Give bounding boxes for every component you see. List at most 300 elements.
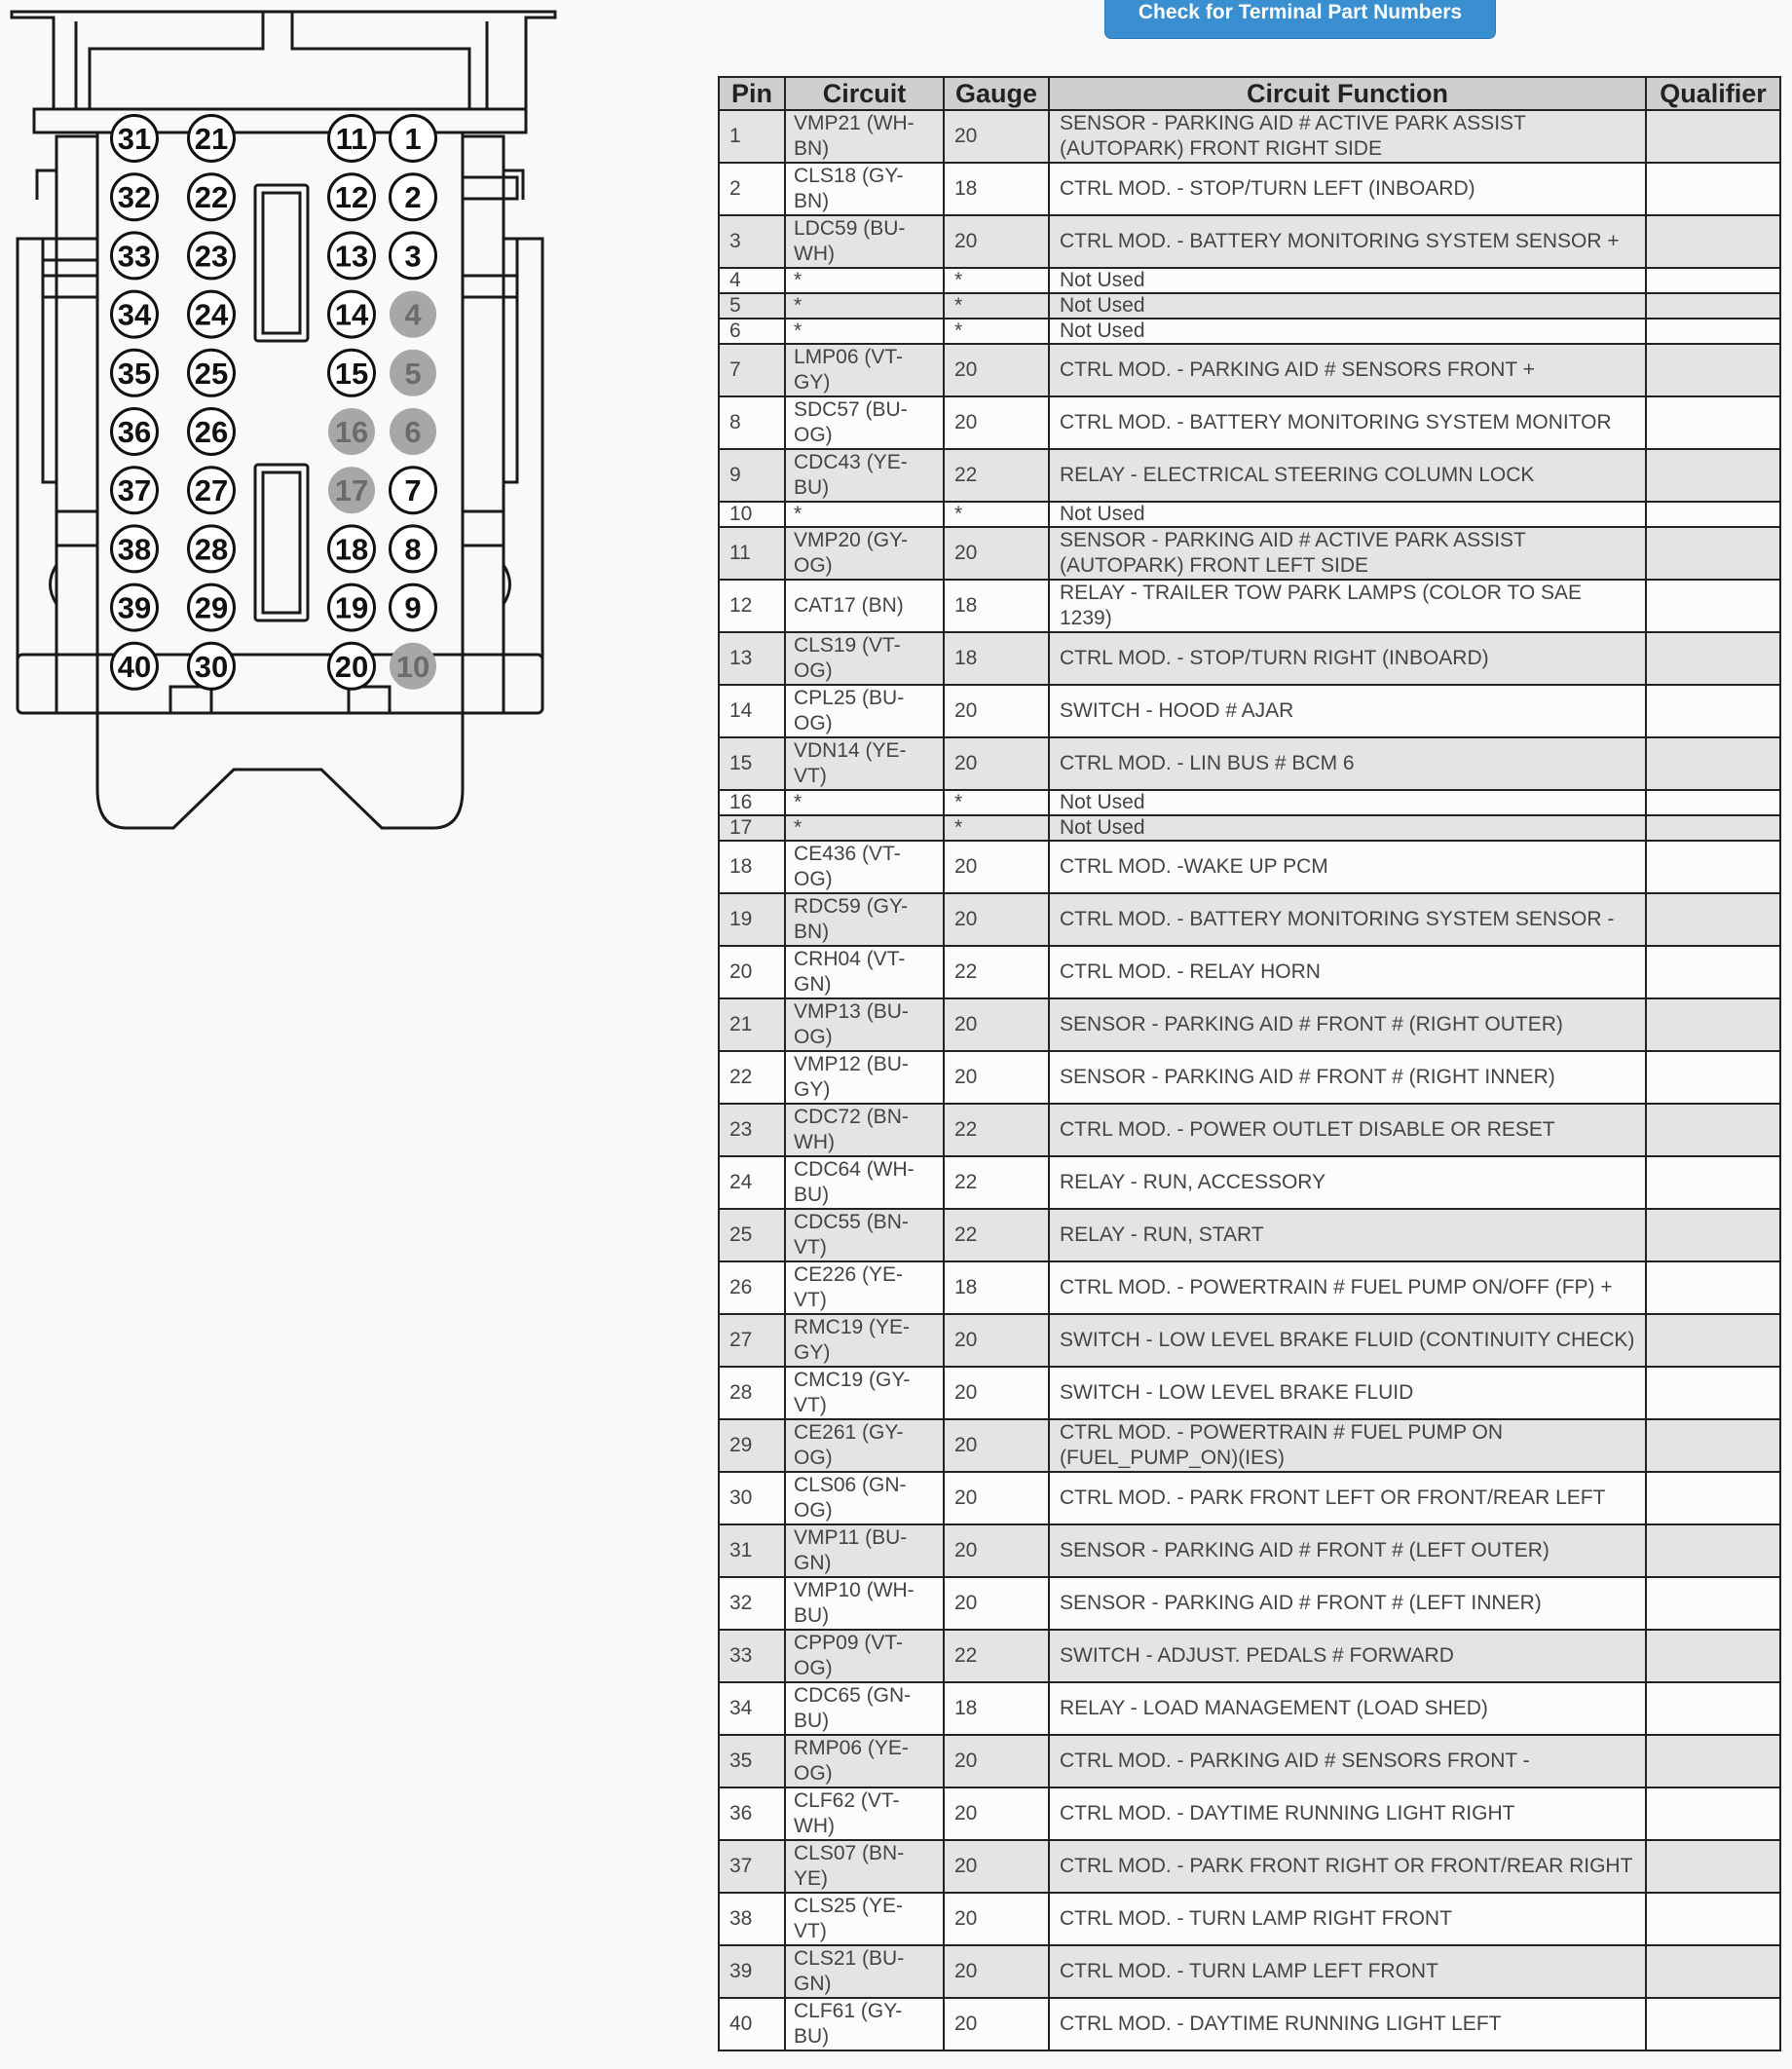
cell-qualifier bbox=[1646, 319, 1780, 344]
cell-circuit: * bbox=[785, 815, 944, 841]
pin-label: 22 bbox=[194, 180, 229, 215]
cell-circuit-function: Not Used bbox=[1049, 790, 1646, 815]
cell-circuit-function: CTRL MOD. - BATTERY MONITORING SYSTEM MONITOR bbox=[1049, 396, 1646, 449]
cell-circuit: CDC64 (WH-BU) bbox=[785, 1156, 944, 1209]
cell-gauge: 22 bbox=[944, 946, 1049, 998]
cell-circuit: CLS18 (GY-BN) bbox=[785, 163, 944, 215]
cell-circuit-function: CTRL MOD. - TURN LAMP LEFT FRONT bbox=[1049, 1945, 1646, 1998]
cell-qualifier bbox=[1646, 1893, 1780, 1945]
connector-pin bbox=[189, 409, 235, 455]
cell-gauge: 22 bbox=[944, 1630, 1049, 1682]
connector-pin bbox=[391, 174, 436, 220]
cell-qualifier bbox=[1646, 268, 1780, 293]
cell-circuit-function: SENSOR - PARKING AID # FRONT # (RIGHT INNER) bbox=[1049, 1051, 1646, 1104]
connector-pin bbox=[189, 291, 235, 337]
cell-qualifier bbox=[1646, 527, 1780, 580]
connector-pin bbox=[329, 409, 375, 455]
cell-circuit-function: CTRL MOD. - POWERTRAIN # FUEL PUMP ON (FUEL_PUMP_ON)(IES) bbox=[1049, 1419, 1646, 1472]
cell-circuit: VMP12 (BU-GY) bbox=[785, 1051, 944, 1104]
cell-gauge: 22 bbox=[944, 1156, 1049, 1209]
connector-pin bbox=[112, 584, 158, 630]
cell-circuit-function: RELAY - ELECTRICAL STEERING COLUMN LOCK bbox=[1049, 449, 1646, 502]
header-circuit: Circuit bbox=[785, 77, 944, 110]
cell-gauge: 20 bbox=[944, 841, 1049, 893]
cell-circuit: CPL25 (BU-OG) bbox=[785, 685, 944, 737]
cell-circuit: CLF62 (VT-WH) bbox=[785, 1787, 944, 1840]
cell-circuit-function: SENSOR - PARKING AID # FRONT # (LEFT OUTER) bbox=[1049, 1524, 1646, 1577]
table-row bbox=[719, 1261, 1780, 1314]
cell-circuit: VMP13 (BU-OG) bbox=[785, 998, 944, 1051]
pin-label: 7 bbox=[404, 473, 422, 508]
pin-label: 36 bbox=[117, 415, 152, 449]
cell-circuit-function: CTRL MOD. - BATTERY MONITORING SYSTEM SENSOR + bbox=[1049, 215, 1646, 268]
cell-circuit: SDC57 (BU-OG) bbox=[785, 396, 944, 449]
cell-circuit-function: CTRL MOD. - PARK FRONT RIGHT OR FRONT/REAR RIGHT bbox=[1049, 1840, 1646, 1893]
connector-pin bbox=[189, 584, 235, 630]
table-row bbox=[719, 1787, 1780, 1840]
header-qualifier: Qualifier bbox=[1646, 77, 1780, 110]
pin-label: 28 bbox=[194, 532, 229, 567]
cell-gauge: 20 bbox=[944, 1787, 1049, 1840]
cell-circuit-function: CTRL MOD. - STOP/TURN RIGHT (INBOARD) bbox=[1049, 632, 1646, 685]
table-row bbox=[719, 1314, 1780, 1367]
cell-pin: 32 bbox=[719, 1577, 785, 1630]
cell-pin: 10 bbox=[719, 502, 785, 527]
pin-label: 5 bbox=[404, 356, 422, 391]
connector-pin bbox=[391, 584, 436, 630]
header-gauge: Gauge bbox=[944, 77, 1049, 110]
cell-qualifier bbox=[1646, 1998, 1780, 2050]
cell-circuit: LDC59 (BU-WH) bbox=[785, 215, 944, 268]
cell-circuit-function: Not Used bbox=[1049, 815, 1646, 841]
cell-qualifier bbox=[1646, 396, 1780, 449]
cell-circuit: * bbox=[785, 790, 944, 815]
cell-qualifier bbox=[1646, 1314, 1780, 1367]
connector-pin bbox=[329, 350, 375, 395]
cell-circuit-function: CTRL MOD. - PARK FRONT LEFT OR FRONT/REAR LEFT bbox=[1049, 1472, 1646, 1524]
pin-label: 20 bbox=[334, 649, 369, 684]
table-header-row bbox=[719, 77, 1780, 110]
pin-label: 13 bbox=[334, 239, 369, 274]
connector-pin bbox=[329, 643, 375, 689]
cell-qualifier bbox=[1646, 1472, 1780, 1524]
cell-qualifier bbox=[1646, 1682, 1780, 1735]
connector-pin bbox=[112, 468, 158, 513]
cell-gauge: 22 bbox=[944, 1104, 1049, 1156]
connector-pin bbox=[189, 468, 235, 513]
cell-circuit-function: CTRL MOD. - STOP/TURN LEFT (INBOARD) bbox=[1049, 163, 1646, 215]
connector-pin bbox=[112, 350, 158, 395]
cell-circuit: CAT17 (BN) bbox=[785, 580, 944, 632]
cell-gauge: * bbox=[944, 293, 1049, 319]
pin-label: 6 bbox=[404, 415, 422, 449]
cell-qualifier bbox=[1646, 580, 1780, 632]
cell-pin: 34 bbox=[719, 1682, 785, 1735]
pin-label: 31 bbox=[117, 122, 152, 156]
cell-circuit-function: SENSOR - PARKING AID # ACTIVE PARK ASSIST (AUTOPARK) FRONT RIGHT SIDE bbox=[1049, 110, 1646, 163]
table-row bbox=[719, 396, 1780, 449]
cell-gauge: * bbox=[944, 502, 1049, 527]
cell-gauge: * bbox=[944, 815, 1049, 841]
cell-qualifier bbox=[1646, 1104, 1780, 1156]
pin-label: 19 bbox=[334, 590, 369, 625]
connector-pin bbox=[112, 174, 158, 220]
cell-qualifier bbox=[1646, 685, 1780, 737]
cell-qualifier bbox=[1646, 1261, 1780, 1314]
cell-circuit-function: Not Used bbox=[1049, 268, 1646, 293]
connector-pin bbox=[189, 116, 235, 162]
cell-pin: 26 bbox=[719, 1261, 785, 1314]
pin-label: 39 bbox=[117, 590, 152, 625]
cell-circuit-function: Not Used bbox=[1049, 293, 1646, 319]
cell-circuit: VMP10 (WH-BU) bbox=[785, 1577, 944, 1630]
table-row bbox=[719, 1682, 1780, 1735]
connector-diagram bbox=[0, 0, 565, 838]
connector-pin bbox=[329, 291, 375, 337]
cell-circuit-function: SWITCH - HOOD # AJAR bbox=[1049, 685, 1646, 737]
cell-circuit: CLS07 (BN-YE) bbox=[785, 1840, 944, 1893]
cell-pin: 7 bbox=[719, 344, 785, 396]
cell-gauge: 18 bbox=[944, 632, 1049, 685]
table-row bbox=[719, 685, 1780, 737]
pin-label: 15 bbox=[334, 356, 369, 391]
connector-pin bbox=[329, 233, 375, 279]
connector-pin bbox=[189, 526, 235, 572]
pin-label: 16 bbox=[334, 415, 369, 449]
table-row bbox=[719, 737, 1780, 790]
cell-gauge: 18 bbox=[944, 163, 1049, 215]
cell-circuit: CPP09 (VT-OG) bbox=[785, 1630, 944, 1682]
table-row bbox=[719, 1472, 1780, 1524]
cell-pin: 8 bbox=[719, 396, 785, 449]
cell-circuit-function: CTRL MOD. -WAKE UP PCM bbox=[1049, 841, 1646, 893]
table-row bbox=[719, 946, 1780, 998]
connector-pin bbox=[112, 526, 158, 572]
cell-qualifier bbox=[1646, 841, 1780, 893]
cell-circuit-function: CTRL MOD. - LIN BUS # BCM 6 bbox=[1049, 737, 1646, 790]
connector-pin bbox=[189, 643, 235, 689]
cell-circuit-function: SWITCH - LOW LEVEL BRAKE FLUID (CONTINUITY CHECK) bbox=[1049, 1314, 1646, 1367]
table-row bbox=[719, 1104, 1780, 1156]
table-row bbox=[719, 1209, 1780, 1261]
pin-label: 14 bbox=[334, 297, 369, 332]
cell-pin: 15 bbox=[719, 737, 785, 790]
cell-pin: 4 bbox=[719, 268, 785, 293]
cell-pin: 29 bbox=[719, 1419, 785, 1472]
connector-pin bbox=[329, 468, 375, 513]
cell-qualifier bbox=[1646, 163, 1780, 215]
cell-circuit-function: RELAY - RUN, START bbox=[1049, 1209, 1646, 1261]
cell-pin: 40 bbox=[719, 1998, 785, 2050]
header-pin: Pin bbox=[719, 77, 785, 110]
connector-pin bbox=[391, 468, 436, 513]
cell-circuit: CDC43 (YE-BU) bbox=[785, 449, 944, 502]
cell-qualifier bbox=[1646, 1630, 1780, 1682]
pin-label: 30 bbox=[194, 649, 229, 684]
cell-circuit-function: SWITCH - ADJUST. PEDALS # FORWARD bbox=[1049, 1630, 1646, 1682]
cell-pin: 12 bbox=[719, 580, 785, 632]
table-row bbox=[719, 1840, 1780, 1893]
cell-circuit: CMC19 (GY-VT) bbox=[785, 1367, 944, 1419]
connector-pin bbox=[329, 526, 375, 572]
pin-label: 12 bbox=[334, 180, 369, 215]
cell-qualifier bbox=[1646, 293, 1780, 319]
table-row bbox=[719, 502, 1780, 527]
connector-pin bbox=[391, 233, 436, 279]
cell-pin: 11 bbox=[719, 527, 785, 580]
cell-pin: 21 bbox=[719, 998, 785, 1051]
cell-gauge: 20 bbox=[944, 1051, 1049, 1104]
cell-gauge: 20 bbox=[944, 1735, 1049, 1787]
cell-gauge: 22 bbox=[944, 449, 1049, 502]
connector-pin bbox=[112, 643, 158, 689]
cell-circuit: RDC59 (GY-BN) bbox=[785, 893, 944, 946]
pin-label: 24 bbox=[194, 297, 229, 332]
cell-gauge: 20 bbox=[944, 1998, 1049, 2050]
table-row bbox=[719, 110, 1780, 163]
connector-pin bbox=[391, 409, 436, 455]
pin-label: 34 bbox=[117, 297, 152, 332]
connector-pin bbox=[391, 526, 436, 572]
cell-circuit-function: SENSOR - PARKING AID # FRONT # (RIGHT OUTER) bbox=[1049, 998, 1646, 1051]
table-row bbox=[719, 344, 1780, 396]
cell-circuit: VMP20 (GY-OG) bbox=[785, 527, 944, 580]
table-row bbox=[719, 815, 1780, 841]
connector-pin bbox=[391, 350, 436, 395]
cell-qualifier bbox=[1646, 1787, 1780, 1840]
cell-qualifier bbox=[1646, 1209, 1780, 1261]
pin-label: 10 bbox=[395, 649, 430, 684]
cell-circuit-function: RELAY - TRAILER TOW PARK LAMPS (COLOR TO SAE 1239) bbox=[1049, 580, 1646, 632]
cell-gauge: 20 bbox=[944, 737, 1049, 790]
connector-pins bbox=[112, 116, 436, 690]
cell-gauge: 20 bbox=[944, 396, 1049, 449]
cell-qualifier bbox=[1646, 1419, 1780, 1472]
pin-label: 1 bbox=[404, 122, 422, 156]
cell-circuit: CDC65 (GN-BU) bbox=[785, 1682, 944, 1735]
cell-gauge: 22 bbox=[944, 1209, 1049, 1261]
cell-pin: 30 bbox=[719, 1472, 785, 1524]
cell-pin: 9 bbox=[719, 449, 785, 502]
pin-label: 38 bbox=[117, 532, 152, 567]
cell-pin: 33 bbox=[719, 1630, 785, 1682]
table-row bbox=[719, 449, 1780, 502]
cell-qualifier bbox=[1646, 815, 1780, 841]
cell-gauge: 20 bbox=[944, 1419, 1049, 1472]
cell-qualifier bbox=[1646, 110, 1780, 163]
cell-circuit: CLS21 (BU-GN) bbox=[785, 1945, 944, 1998]
table-row bbox=[719, 893, 1780, 946]
cell-pin: 39 bbox=[719, 1945, 785, 1998]
cell-pin: 6 bbox=[719, 319, 785, 344]
cell-circuit-function: CTRL MOD. - TURN LAMP RIGHT FRONT bbox=[1049, 1893, 1646, 1945]
cell-qualifier bbox=[1646, 998, 1780, 1051]
connector-pin bbox=[112, 233, 158, 279]
table-row bbox=[719, 1367, 1780, 1419]
table-row bbox=[719, 293, 1780, 319]
cell-circuit-function: CTRL MOD. - BATTERY MONITORING SYSTEM SENSOR - bbox=[1049, 893, 1646, 946]
pin-label: 3 bbox=[404, 239, 422, 274]
pin-label: 18 bbox=[334, 532, 369, 567]
cell-circuit-function: RELAY - LOAD MANAGEMENT (LOAD SHED) bbox=[1049, 1682, 1646, 1735]
cell-circuit: * bbox=[785, 293, 944, 319]
pin-label: 4 bbox=[404, 297, 422, 332]
cell-pin: 22 bbox=[719, 1051, 785, 1104]
cell-pin: 5 bbox=[719, 293, 785, 319]
cell-circuit: CLS25 (YE-VT) bbox=[785, 1893, 944, 1945]
table-row bbox=[719, 163, 1780, 215]
cell-pin: 31 bbox=[719, 1524, 785, 1577]
cell-circuit: CLS06 (GN-OG) bbox=[785, 1472, 944, 1524]
pin-label: 32 bbox=[117, 180, 152, 215]
cell-circuit: * bbox=[785, 502, 944, 527]
cell-pin: 17 bbox=[719, 815, 785, 841]
cell-qualifier bbox=[1646, 893, 1780, 946]
cell-circuit-function: SENSOR - PARKING AID # FRONT # (LEFT INNER) bbox=[1049, 1577, 1646, 1630]
connector-pin bbox=[112, 409, 158, 455]
cell-gauge: 20 bbox=[944, 344, 1049, 396]
cell-circuit: RMC19 (YE-GY) bbox=[785, 1314, 944, 1367]
cell-pin: 14 bbox=[719, 685, 785, 737]
cell-circuit: CE436 (VT-OG) bbox=[785, 841, 944, 893]
cell-circuit: CLF61 (GY-BU) bbox=[785, 1998, 944, 2050]
cell-pin: 13 bbox=[719, 632, 785, 685]
cell-circuit: CE226 (YE-VT) bbox=[785, 1261, 944, 1314]
cell-circuit: VDN14 (YE-VT) bbox=[785, 737, 944, 790]
cell-pin: 3 bbox=[719, 215, 785, 268]
cell-pin: 18 bbox=[719, 841, 785, 893]
pin-label: 26 bbox=[194, 415, 229, 449]
cell-circuit: * bbox=[785, 268, 944, 293]
table-row bbox=[719, 215, 1780, 268]
cell-qualifier bbox=[1646, 1840, 1780, 1893]
table-row bbox=[719, 1735, 1780, 1787]
connector-pin bbox=[391, 116, 436, 162]
connector-pin bbox=[112, 291, 158, 337]
pin-label: 33 bbox=[117, 239, 152, 274]
cell-qualifier bbox=[1646, 344, 1780, 396]
check-terminal-part-numbers-button[interactable]: Check for Terminal Part Numbers bbox=[1104, 0, 1496, 39]
cell-pin: 1 bbox=[719, 110, 785, 163]
cell-qualifier bbox=[1646, 946, 1780, 998]
pin-label: 29 bbox=[194, 590, 229, 625]
cell-circuit-function: CTRL MOD. - PARKING AID # SENSORS FRONT + bbox=[1049, 344, 1646, 396]
cell-qualifier bbox=[1646, 449, 1780, 502]
cell-pin: 20 bbox=[719, 946, 785, 998]
cell-qualifier bbox=[1646, 1945, 1780, 1998]
cell-circuit-function: CTRL MOD. - DAYTIME RUNNING LIGHT RIGHT bbox=[1049, 1787, 1646, 1840]
table-row bbox=[719, 580, 1780, 632]
cell-gauge: 20 bbox=[944, 527, 1049, 580]
table-row bbox=[719, 1419, 1780, 1472]
pin-label: 17 bbox=[334, 473, 369, 508]
cell-gauge: * bbox=[944, 268, 1049, 293]
cell-gauge: 20 bbox=[944, 1314, 1049, 1367]
cell-gauge: 20 bbox=[944, 998, 1049, 1051]
cell-pin: 27 bbox=[719, 1314, 785, 1367]
table-row bbox=[719, 319, 1780, 344]
table-row bbox=[719, 1893, 1780, 1945]
cell-pin: 35 bbox=[719, 1735, 785, 1787]
cell-gauge: 20 bbox=[944, 1945, 1049, 1998]
cell-qualifier bbox=[1646, 1735, 1780, 1787]
pin-label: 37 bbox=[117, 473, 152, 508]
connector-pin bbox=[112, 116, 158, 162]
pin-label: 2 bbox=[404, 180, 422, 215]
table-row bbox=[719, 632, 1780, 685]
cell-qualifier bbox=[1646, 1524, 1780, 1577]
cell-gauge: 18 bbox=[944, 1682, 1049, 1735]
cell-pin: 38 bbox=[719, 1893, 785, 1945]
pin-label: 35 bbox=[117, 356, 152, 391]
cell-circuit-function: CTRL MOD. - DAYTIME RUNNING LIGHT LEFT bbox=[1049, 1998, 1646, 2050]
cell-qualifier bbox=[1646, 215, 1780, 268]
cell-gauge: 20 bbox=[944, 215, 1049, 268]
pin-label: 27 bbox=[194, 473, 229, 508]
cell-circuit-function: SWITCH - LOW LEVEL BRAKE FLUID bbox=[1049, 1367, 1646, 1419]
pin-label: 40 bbox=[117, 649, 152, 684]
connector-pin bbox=[189, 174, 235, 220]
cell-pin: 37 bbox=[719, 1840, 785, 1893]
header-circuit-function: Circuit Function bbox=[1049, 77, 1646, 110]
table-row bbox=[719, 1998, 1780, 2050]
cell-qualifier bbox=[1646, 1577, 1780, 1630]
cell-qualifier bbox=[1646, 1367, 1780, 1419]
table-row bbox=[719, 998, 1780, 1051]
cell-circuit: CE261 (GY-OG) bbox=[785, 1419, 944, 1472]
cell-pin: 24 bbox=[719, 1156, 785, 1209]
cell-qualifier bbox=[1646, 1051, 1780, 1104]
cell-circuit: * bbox=[785, 319, 944, 344]
cell-pin: 16 bbox=[719, 790, 785, 815]
cell-circuit: VMP11 (BU-GN) bbox=[785, 1524, 944, 1577]
cell-pin: 36 bbox=[719, 1787, 785, 1840]
cell-gauge: 20 bbox=[944, 110, 1049, 163]
cell-gauge: 20 bbox=[944, 1524, 1049, 1577]
cell-qualifier bbox=[1646, 790, 1780, 815]
cell-pin: 23 bbox=[719, 1104, 785, 1156]
cell-circuit-function: CTRL MOD. - RELAY HORN bbox=[1049, 946, 1646, 998]
cell-gauge: 20 bbox=[944, 1893, 1049, 1945]
cell-pin: 2 bbox=[719, 163, 785, 215]
connector-pin bbox=[329, 584, 375, 630]
table-row bbox=[719, 268, 1780, 293]
table-row bbox=[719, 841, 1780, 893]
cell-circuit-function: CTRL MOD. - PARKING AID # SENSORS FRONT - bbox=[1049, 1735, 1646, 1787]
table-row bbox=[719, 1051, 1780, 1104]
connector-pin bbox=[189, 350, 235, 395]
cell-circuit: RMP06 (YE-OG) bbox=[785, 1735, 944, 1787]
cell-circuit: CRH04 (VT-GN) bbox=[785, 946, 944, 998]
pin-label: 21 bbox=[194, 122, 229, 156]
cell-circuit: CDC55 (BN-VT) bbox=[785, 1209, 944, 1261]
pin-label: 8 bbox=[404, 532, 422, 567]
cell-gauge: 20 bbox=[944, 1367, 1049, 1419]
table-row bbox=[719, 790, 1780, 815]
cell-gauge: 18 bbox=[944, 1261, 1049, 1314]
cell-qualifier bbox=[1646, 737, 1780, 790]
connector-pin bbox=[391, 643, 436, 689]
pin-label: 23 bbox=[194, 239, 229, 274]
connector-pin bbox=[391, 291, 436, 337]
cell-circuit: VMP21 (WH-BN) bbox=[785, 110, 944, 163]
cell-gauge: * bbox=[944, 319, 1049, 344]
cell-circuit-function: CTRL MOD. - POWER OUTLET DISABLE OR RESET bbox=[1049, 1104, 1646, 1156]
connector-pin bbox=[329, 116, 375, 162]
table-row bbox=[719, 1945, 1780, 1998]
cell-circuit: LMP06 (VT-GY) bbox=[785, 344, 944, 396]
table-body bbox=[719, 110, 1780, 2050]
